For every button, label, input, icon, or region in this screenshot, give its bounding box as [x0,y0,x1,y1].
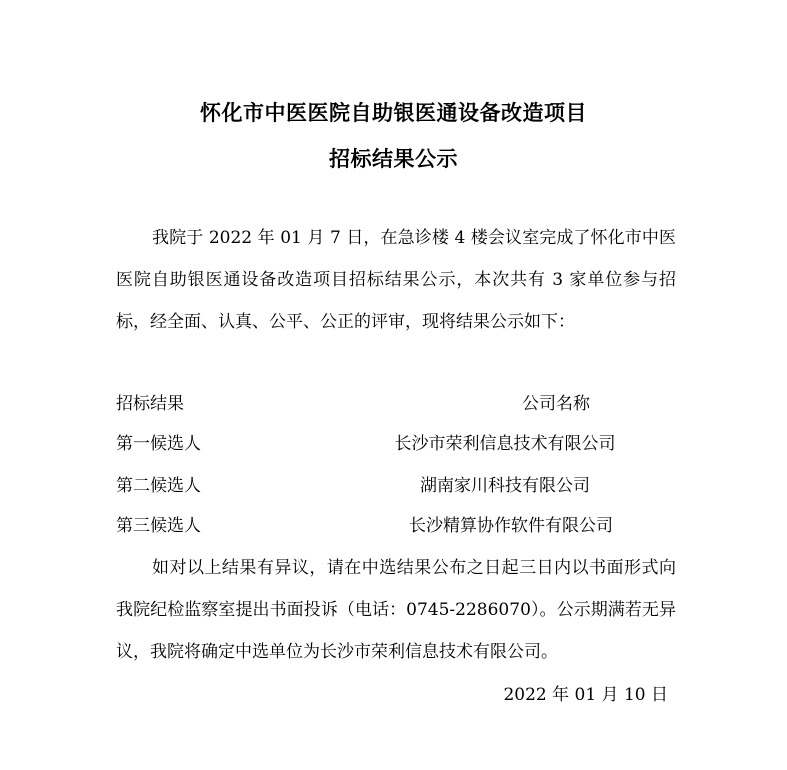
candidate-rank: 第一候选人 [116,434,201,454]
candidate-rank: 第二候选人 [116,476,201,496]
candidate-rank: 第三候选人 [116,516,201,536]
candidate-company: 湖南家川科技有限公司 [420,476,590,496]
candidate-company: 长沙精算协作软件有限公司 [409,516,613,536]
intro-paragraph: 我院于 2022 年 01 月 7 日，在急诊楼 4 楼会议室完成了怀化市中医医院自助银医通设备改造项目招标结果公示，本次共有 3 家单位参与招标，经全面、认真、公平、公正的评审，现将结果公示如下： [116,228,676,332]
result-row-first-candidate [116,432,676,456]
result-row-third-candidate [116,514,676,538]
results-header-company: 公司名称 [522,394,590,414]
document-subtitle: 招标结果公示 [329,147,458,171]
document-title: 怀化市中医医院自助银医通设备改造项目 [200,101,587,125]
objection-notice-paragraph: 如对以上结果有异议，请在中选结果公布之日起三日内以书面形式向我院纪检监察室提出书面投诉（电话：0745-2286070）。公示期满若无异议，我院将确定中选单位为长沙市荣利信息技术有限公司。 [116,558,676,662]
publish-date: 2022 年 01 月 10 日 [503,685,668,705]
results-header-row [116,392,676,416]
candidate-company: 长沙市荣利信息技术有限公司 [394,434,616,454]
results-header-label: 招标结果 [116,394,184,414]
result-row-second-candidate [116,474,676,498]
